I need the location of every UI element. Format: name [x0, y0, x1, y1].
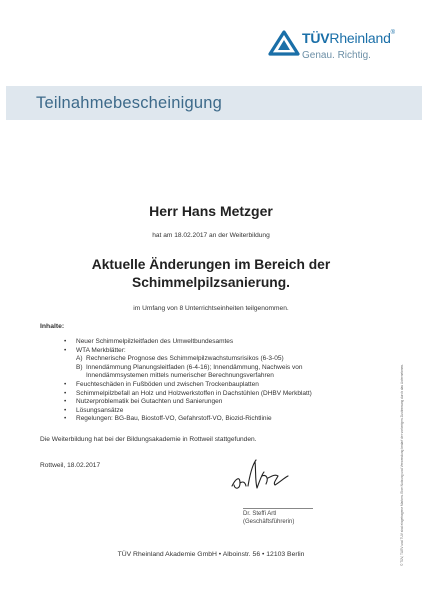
participant-name: Herr Hans Metzger — [149, 203, 273, 219]
bullet-icon: • — [64, 406, 67, 414]
list-item: • Lösungsansätze — [64, 406, 124, 414]
signer-name: Dr. Steffi Artl — [243, 511, 277, 517]
units-line: im Umfang von 8 Unterrichtseinheiten teilgenommen. — [133, 305, 289, 312]
bullet-icon: • — [64, 346, 67, 354]
bullet-icon: • — [64, 389, 67, 397]
bullet-icon: • — [64, 338, 67, 345]
list-item: • Feuchteschäden in Fußböden und zwischen Trockenbauplatten — [64, 380, 259, 388]
title-band — [6, 86, 422, 120]
sub-list-item: B) Innendämmung Planungsleitfaden (6-4-16); Innendämmung, Nachweis von Innendämmsystemen mittels numerischer Berechnungsverfahren — [76, 363, 303, 380]
signature-line — [243, 508, 313, 509]
list-item: • Nutzerproblematik bei Gutachten und Sanierungen — [64, 398, 223, 406]
logo-triangle-icon — [268, 30, 300, 56]
place-date: Rottweil, 18.02.2017 — [40, 462, 101, 469]
logo-tagline: Genau. Richtig. — [302, 50, 371, 61]
bullet-icon: • — [64, 380, 67, 388]
bullet-icon: • — [64, 398, 67, 406]
bullet-icon: • — [64, 415, 67, 423]
list-item: • Schimmelpilzbefall an Holz und Holzwerkstoffen in Dachstühlen (DHBV Merkblatt) — [64, 389, 312, 397]
tuv-rheinland-logo — [268, 28, 418, 68]
footer-address: TÜV Rheinland Akademie GmbH • Alboinstr. 56 • 12103 Berlin — [117, 551, 305, 558]
course-title-line-1: Aktuelle Änderungen im Bereich der — [91, 257, 331, 272]
attendance-date-line: hat am 18.02.2017 an der Weiterbildung — [152, 232, 270, 239]
list-item: • WTA Merkblätter: — [64, 346, 126, 354]
list-item: • Regelungen: BG-Bau, Biostoff-VO, Gefahrstoff-VO, Biozid-Richtlinie — [64, 415, 272, 423]
signer-block — [243, 510, 294, 526]
document-title: Teilnahmebescheinigung — [36, 94, 223, 112]
course-title — [0, 256, 422, 292]
sub-list-item: A) Rechnerische Prognose des Schimmelpilzwachstumsrisikos (6-3-05) — [76, 355, 284, 363]
contents-list — [64, 338, 364, 424]
course-title-line-2: Schimmelpilzsanierung. — [132, 275, 290, 290]
handwritten-signature — [226, 456, 306, 494]
logo-brand: TÜVRheinland® — [302, 30, 395, 46]
list-item: • Neuer Schimmelpilzleitfaden des Umweltbundesamtes — [64, 338, 234, 345]
side-note-text: © TÜV, TUEV und TUV sind eingetragene Marken. Eine Nutzung und Verwendung bedarf der vorherigen Zustimmung durch das Unternehmen. — [400, 363, 404, 566]
signer-role: (Geschäftsführerin) — [243, 519, 295, 525]
contents-label: Inhalte: — [40, 323, 65, 330]
side-trademark-note — [400, 318, 408, 568]
location-line: Die Weiterbildung hat bei der Bildungsakademie in Rottweil stattgefunden. — [40, 436, 257, 443]
